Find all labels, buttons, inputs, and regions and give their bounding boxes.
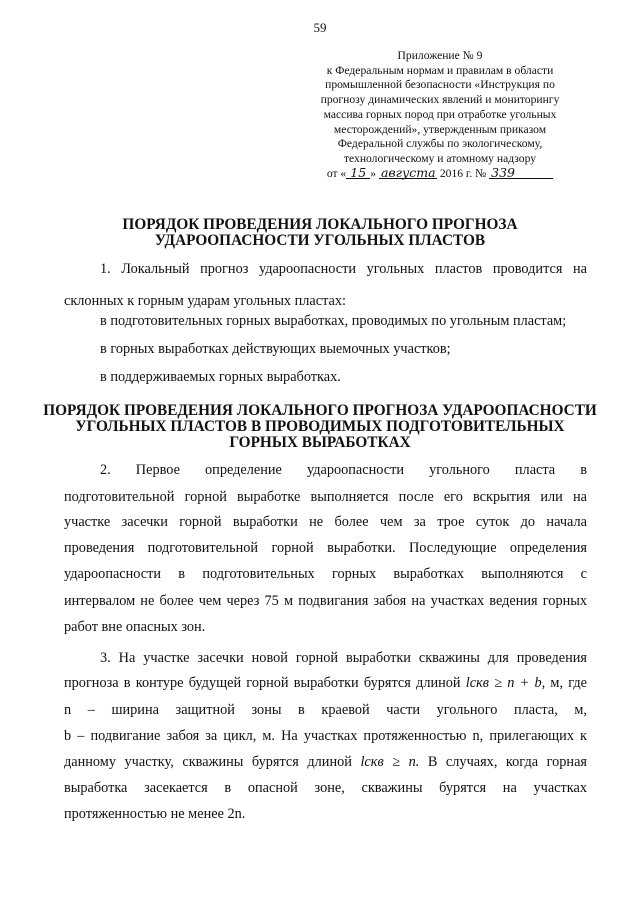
page-number: 59 bbox=[313, 20, 327, 35]
date-quote: » bbox=[370, 166, 377, 180]
paragraph-line: n – ширина защитной зоны в краевой части угольного пласта, м, bbox=[64, 702, 587, 718]
appendix-line: массива горных пород при отработке угольных bbox=[323, 107, 557, 121]
order-date-line bbox=[300, 164, 580, 182]
heading-line: УДАРООПАСНОСТИ УГОЛЬНЫХ ПЛАСТОВ bbox=[154, 232, 486, 249]
paragraph-line: b – подвигание забоя за цикл, м. На участках протяженностью n, прилегающих к bbox=[64, 728, 587, 744]
paragraph-line: участке засечки горной выработки не более чем за трое суток до начала bbox=[64, 514, 587, 530]
appendix-line: технологическому и атомному надзору bbox=[343, 151, 537, 165]
paragraph-line: проведения подготовительной горной выработки. Последующие определения bbox=[64, 540, 587, 556]
paragraph-line: работ вне опасных зон. bbox=[64, 619, 206, 635]
formula: lскв ≥ n + b, bbox=[465, 675, 546, 691]
heading-line: УГОЛЬНЫХ ПЛАСТОВ В ПРОВОДИМЫХ ПОДГОТОВИТЕЛЬНЫХ bbox=[75, 418, 565, 435]
heading-line: ГОРНЫХ ВЫРАБОТКАХ bbox=[229, 434, 411, 451]
paragraph-line: выработка засекается в опасной зоне, скважины бурятся на участках bbox=[64, 780, 587, 796]
formula: lскв ≥ n. bbox=[360, 754, 420, 770]
paragraph-line: 3. На участке засечки новой горной выработки скважины для проведения bbox=[100, 650, 587, 666]
paragraph-line: протяженностью не менее 2n. bbox=[64, 806, 246, 822]
list-item: в подготовительных горных выработках, проводимых по угольным пластам; bbox=[100, 313, 567, 329]
list-item: в горных выработках действующих выемочных участков; bbox=[100, 341, 451, 357]
paragraph-line: 1. Локальный прогноз удароопасности угольных пластов проводится на bbox=[100, 261, 587, 277]
paragraph-line: подготовительной горной выработке выполняется после его вскрытия или на bbox=[64, 489, 587, 505]
paragraph-text: В случаях, когда горная bbox=[427, 754, 587, 770]
paragraph-line: склонных к горным ударам угольных пластах: bbox=[64, 293, 347, 309]
paragraph-text: данному участку, скважины бурятся длиной bbox=[64, 754, 352, 770]
handwritten-order-number: 339 bbox=[489, 167, 553, 179]
heading-line: ПОРЯДОК ПРОВЕДЕНИЯ ЛОКАЛЬНОГО ПРОГНОЗА bbox=[122, 216, 518, 233]
appendix-title: Приложение № 9 bbox=[397, 49, 483, 62]
paragraph-line: удароопасности в подготовительных горных выработках выполняются с bbox=[64, 566, 587, 582]
appendix-line: прогнозу динамических явлений и мониторингу bbox=[320, 93, 560, 107]
handwritten-month: августа bbox=[380, 164, 436, 180]
appendix-line: промышленной безопасности «Инструкция по bbox=[325, 78, 555, 92]
list-item: в поддерживаемых горных выработках. bbox=[100, 369, 341, 385]
paragraph-line: интервалом не более чем через 75 м подвигания забоя на участках ведения горных bbox=[64, 593, 587, 609]
appendix-line: месторождений», утвержденным приказом bbox=[333, 122, 547, 136]
paragraph-line-with-formula bbox=[64, 754, 587, 770]
section-heading-2 bbox=[40, 403, 600, 451]
heading-line: ПОРЯДОК ПРОВЕДЕНИЯ ЛОКАЛЬНОГО ПРОГНОЗА УДАРООПАСНОСТИ bbox=[43, 402, 597, 419]
section-heading-1 bbox=[40, 217, 600, 249]
date-year: 2016 г. № bbox=[439, 166, 487, 180]
date-prefix: от « bbox=[326, 166, 347, 180]
appendix-line: Федеральной службы по экологическому, bbox=[337, 137, 543, 151]
appendix-header bbox=[300, 49, 580, 181]
paragraph-text: м, где bbox=[550, 675, 588, 691]
paragraph-line: 2. Первое определение удароопасности угольного пласта в bbox=[100, 462, 587, 478]
handwritten-day: 15 bbox=[346, 167, 370, 179]
paragraph-text: прогноза в контуре будущей горной выработки бурятся длиной bbox=[64, 675, 461, 691]
appendix-line: к Федеральным нормам и правилам в области bbox=[326, 63, 554, 77]
paragraph-line-with-formula bbox=[64, 675, 587, 691]
